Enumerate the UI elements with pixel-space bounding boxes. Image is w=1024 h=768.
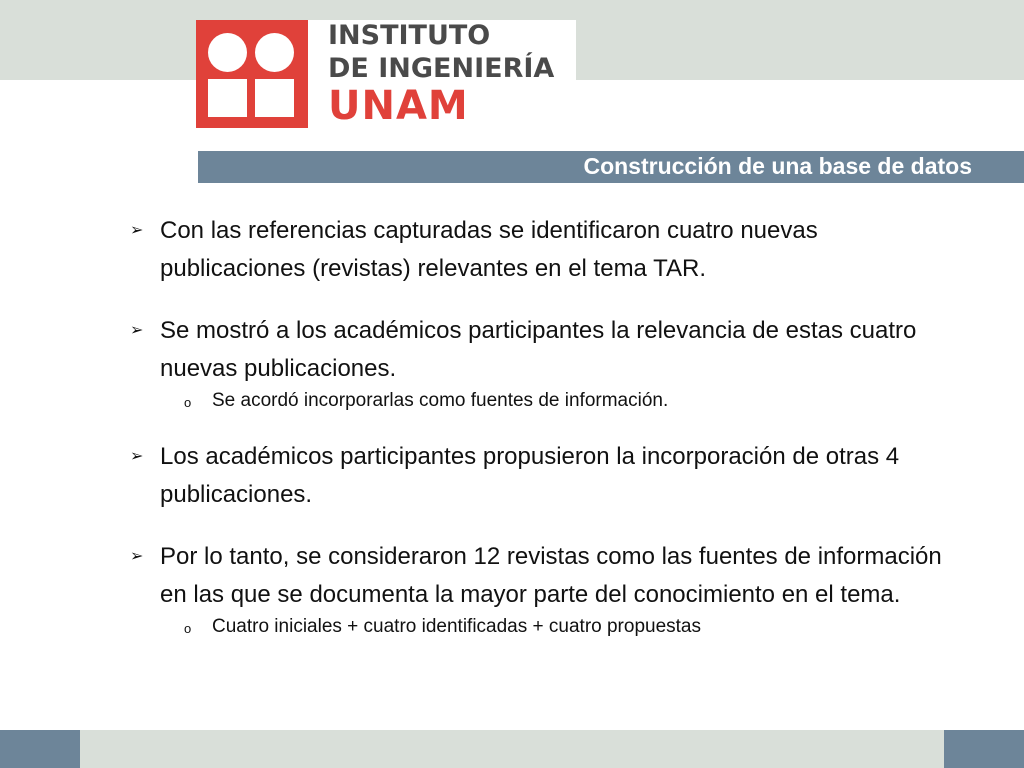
sub-bullet-text: Se acordó incorporarlas como fuentes de información. xyxy=(212,390,669,411)
logo-line-1: INSTITUTO xyxy=(328,20,491,51)
logo-wordmark xyxy=(328,20,555,129)
bottom-band xyxy=(0,730,1024,768)
sub-bullet-text: Cuatro iniciales + cuatro identificadas + cuatro propuestas xyxy=(212,616,701,637)
arrow-right-icon: ➢ xyxy=(130,222,144,239)
bullet-text: Con las referencias capturadas se identificaron cuatro nuevas publicaciones (revistas) relevantes en el tema TAR. xyxy=(160,217,818,282)
sub-bullet-item xyxy=(130,388,960,414)
bullet-text: Se mostró a los académicos participantes la relevancia de estas cuatro nuevas publicaciones. xyxy=(160,317,917,382)
bottom-accent-right xyxy=(944,730,1024,768)
bullet-text: Los académicos participantes propusieron la incorporación de otras 4 publicaciones. xyxy=(160,443,900,508)
circle-bullet-icon: o xyxy=(184,395,192,410)
logo-mark-icon xyxy=(196,20,308,128)
bullet-item xyxy=(130,212,960,288)
slide-content xyxy=(130,212,960,640)
logo-square-left xyxy=(208,79,247,117)
logo-line-2: DE INGENIERÍA xyxy=(328,53,555,84)
sub-bullet-item xyxy=(130,614,960,640)
bullet-item xyxy=(130,538,960,614)
logo-circle-left xyxy=(208,33,247,72)
bottom-accent-left xyxy=(0,730,80,768)
logo-circle-right xyxy=(255,33,294,72)
logo-square-right xyxy=(255,79,294,117)
bullet-item xyxy=(130,312,960,388)
bullet-text: Por lo tanto, se consideraron 12 revistas como las fuentes de información en las que se documenta la mayor parte del conocimiento en el tema. xyxy=(160,543,942,608)
title-bar xyxy=(198,151,1024,183)
logo-line-3: UNAM xyxy=(328,83,469,129)
bullet-item xyxy=(130,438,960,514)
slide-title: Construcción de una base de datos xyxy=(583,153,972,179)
arrow-right-icon: ➢ xyxy=(130,322,144,339)
arrow-right-icon: ➢ xyxy=(130,548,144,565)
arrow-right-icon: ➢ xyxy=(130,448,144,465)
institute-logo xyxy=(196,20,576,130)
circle-bullet-icon: o xyxy=(184,621,192,636)
